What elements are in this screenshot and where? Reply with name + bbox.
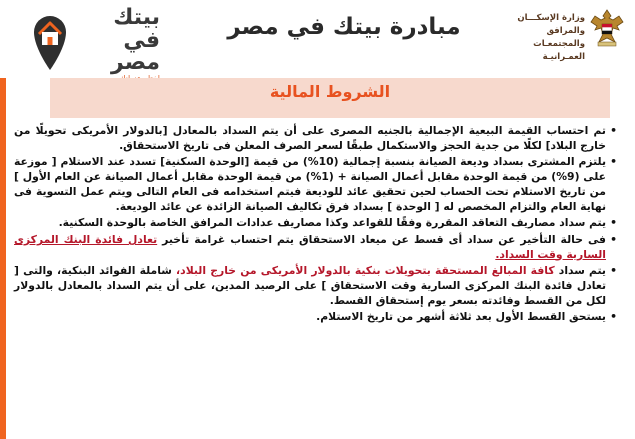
list-item — [14, 310, 606, 325]
section-title: الشروط المالية — [269, 82, 391, 101]
term-text: تم احتساب القيمة البيعية الإجمالية بالجنيه المصرى على أن يتم السداد بالمعادل [بالدولار الأمريكى تحويلًا من خارج البلاد] لكلًا من جدية الحجز والاستكمال طبقًا لسعر الصرف المعلن فى تاريخ الاستحقاق. — [14, 124, 606, 152]
page-title: مبادرة بيتك في مصر — [227, 14, 461, 40]
list-item — [14, 124, 606, 153]
list-item — [14, 216, 606, 231]
term-text: يلتزم المشترى بسداد وديعة الصيانة بنسبة إجمالية (10%) من قيمة [الوحدة السكنية] تسدد عند الاستلام [ موزعة على (9%) من قيمة الوحدة مقابل أعمال الصيانة + (1%) من قيمة الوحدة مقابل أعمال الصيانة عن العام الأول ] من تاريخ الاستلام تحت الحساب لحين تحقيق عائد للوديعة فيتم استخدامه فى العام التالى ويتم عمل التسوية فى نهاية العام والتزام المخصص له [ الوحدة ] بسداد فرق تكاليف الصيانة الزائدة عن عائد الوديعة. — [14, 155, 607, 213]
house-location-pin-icon — [30, 10, 70, 72]
terms-list — [14, 124, 618, 327]
term-highlight: كافة المبالغ المستحقة بتحويلات بنكية بالدولار الأمريكى من خارج البلاد، — [176, 264, 555, 278]
term-text: شاملة الفوائد البنكية، والتى [ تعادل فائدة البنك المركزى السارية وقت الاستحقاق ] على الرصيد المدين، على أن يتم السداد بالمعادل بالدولار لكل من القسط وفائدته بسعر يوم إستحقاق القسط. — [14, 264, 606, 307]
list-item — [14, 264, 606, 308]
term-text: يتم سداد مصاريف التعاقد المقررة وفقًا للقواعد وكذا مصاريف عدادات المرافق الخاصة بالوحدة السكنية. — [58, 216, 606, 230]
list-item — [14, 155, 606, 214]
egypt-eagle-emblem-icon — [589, 8, 625, 48]
header — [0, 0, 635, 78]
term-highlight: تعادل فائدة البنك المركزى السارية وقت السداد. — [14, 232, 606, 261]
term-text: يستحق القسط الأول بعد ثلاثة أشهر من تاريخ الاستلام. — [316, 310, 606, 324]
accent-bar — [0, 78, 6, 439]
term-prefix: يتم سداد — [554, 264, 606, 278]
brand-wordmark — [70, 6, 160, 84]
ministry-name: وزارة الإسكـــان والمرافق والمجتمعـات العمـرانيـة — [517, 13, 585, 62]
term-text: فى حالة التأخير عن سداد أى قسط عن ميعاد الاستحقاق يتم احتساب غرامة تأخير — [157, 232, 606, 246]
brand-line-2: في مصر — [111, 28, 160, 75]
brand-line-1: بيتك — [113, 5, 160, 30]
list-item — [14, 233, 606, 262]
